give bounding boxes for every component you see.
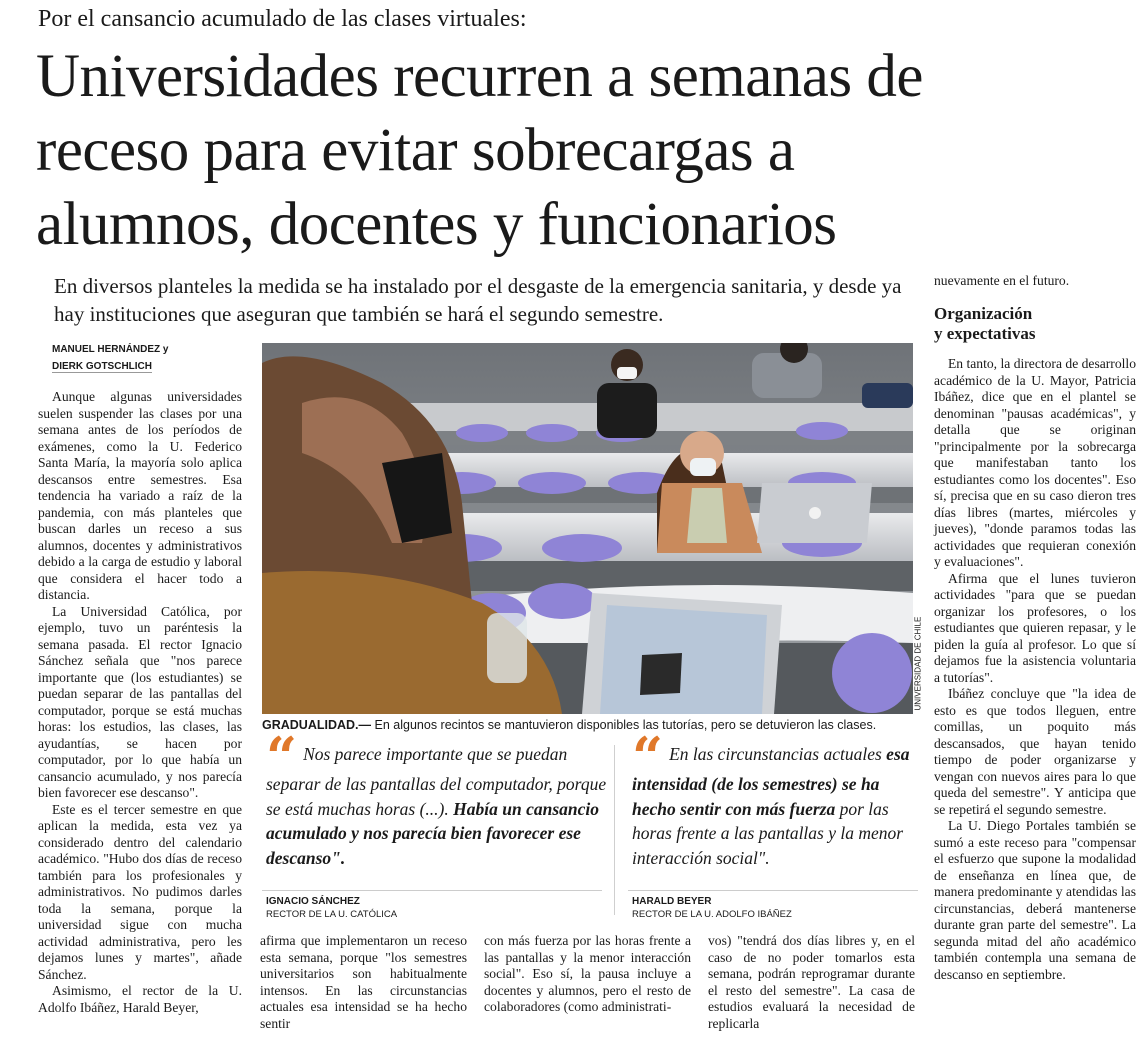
paragraph: Asimismo, el rector de la U. Adolfo Ibáñez, Harald Beyer, xyxy=(38,983,242,1015)
quote-text: Nos parece importante que se puedan separar de las pantallas del computador, porque se está muchas horas (...). xyxy=(266,744,607,819)
photo-credit-text: UNIVERSIDAD DE CHILE xyxy=(913,616,923,711)
paragraph: Afirma que el lunes tuvieron actividades "para que se puedan organizar los profesores, o los estudiantes que quieren repasar, y le piden la guía al profesor. Lo que sí dejamos fue la asistencia voluntaria a tutorías". xyxy=(934,570,1136,685)
paragraph: afirma que implementaron un receso esta semana, porque "los semestres universitarios son habitualmente intensos. En las circunstancias actuales esa intensidad se ha hecho sentir xyxy=(260,933,467,1031)
headline: Universidades recurren a semanas de receso para evitar sobrecargas a alumnos, docentes y funcionarios xyxy=(36,43,923,258)
quote-text: En las circunstancias actuales xyxy=(669,744,887,764)
paragraph: La U. Diego Portales también se sumó a este receso para "compensar el esfuerzo que supone la modalidad de enseñanza en línea que, de manera predominante y atendidas las circunstancias, deberá mantenerse durante gran parte del semestre". La segunda mitad del año académico también contempla una semana de descanso en septiembre. xyxy=(934,818,1136,982)
subheading xyxy=(934,304,1036,344)
quote-author-name: IGNACIO SÁNCHEZ xyxy=(266,896,360,907)
photo-credit xyxy=(912,616,924,711)
body-column-3 xyxy=(484,933,691,1016)
paragraph: Este es el tercer semestre en que aplican la medida, esta vez ya considerado dentro del calendario académico. "Hubo dos días de receso también para los profesionales y administrativos. No pudimos darles toda la semana, porque la universidad sigue con mucha actividad administrativa, pero les dejamos lunes y martes", añade Sánchez. xyxy=(38,801,242,982)
quote-author-role: RECTOR DE LA U. ADOLFO IBÁÑEZ xyxy=(632,909,792,920)
body-column-2 xyxy=(260,933,467,1032)
paragraph: La Universidad Católica, por ejemplo, tuvo un paréntesis la semana pasada. El rector Ignacio Sánchez señala que "nos parece importante que (los estudiantes) se puedan separar de las pantallas del computador, porque se está muchas horas: los estudios, las clases, las ayudantías, se hacen por computador, por lo que había un cansancio acumulado, y nos parecía bien favorecer ese descanso". xyxy=(38,603,242,800)
paragraph: Ibáñez concluye que "la idea de esto es que todos lleguen, entre comillas, un poquito más descansados, que hayan tenido tiempo de poder organizarse y vengan con nuevos aires para lo que queda del semestre". Y anticipa que se repetirá el segundo semestre. xyxy=(934,686,1136,817)
byline-author-1: MANUEL HERNÁNDEZ y xyxy=(52,344,169,355)
byline-author-2: DIERK GOTSCHLICH xyxy=(52,361,152,372)
classroom-photo xyxy=(262,343,913,714)
paragraph: En tanto, la directora de desarrollo académico de la U. Mayor, Patricia Ibáñez, dice que en el plantel se denominan "pausas académicas", y detalla que se originan "principalmente por la sobrecarga que manifestaban tanto los estudiantes como los docentes". Eso sí, precisa que en su caso dieron tres días libres (martes, miércoles y jueves), "donde paramos todas las actividades que requieran conexión y evaluaciones". xyxy=(934,356,1136,569)
article-photo xyxy=(262,343,913,714)
kicker: Por el cansancio acumulado de las clases virtuales: xyxy=(38,6,527,32)
body-column-5-lead xyxy=(934,273,1136,290)
quote-author-role: RECTOR DE LA U. CATÓLICA xyxy=(266,909,398,920)
body-column-1 xyxy=(38,389,242,1016)
paragraph: nuevamente en el futuro. xyxy=(934,273,1070,288)
quote-text-bold: esa intensidad (de los semestres) se ha hecho sentir con más fuerza xyxy=(632,744,910,819)
divider xyxy=(262,890,602,891)
caption-text: En algunos recintos se mantuvieron disponibles las tutorías, pero se detuvieron las clases. xyxy=(374,718,877,732)
caption-label: GRADUALIDAD.— xyxy=(262,718,372,732)
quote-text: por las horas frente a las pantallas y la menor interacción social". xyxy=(632,798,904,868)
body-column-4 xyxy=(708,933,915,1032)
divider xyxy=(628,890,918,891)
quote-mark-icon: “ xyxy=(266,725,298,789)
quote-mark-icon: “ xyxy=(632,725,664,789)
quote-author-name: HARALD BEYER xyxy=(632,896,712,907)
paragraph: Aunque algunas universidades suelen suspender las clases por una semana antes de los períodos de exámenes, como la U. Federico Santa María, la mayoría solo aplica descansos entre semestres. Esa tendencia ha variado a raíz de la pandemia, con más planteles que buscan darles un receso a sus alumnos, docentes y administrativos debido a la carga de estudio y laboral que considera el hacer todo a distancia. xyxy=(38,389,242,602)
photo-caption xyxy=(262,718,922,732)
quote-text-bold: Había un cansancio acumulado y nos parecía bien favorecer ese descanso". xyxy=(266,798,600,868)
body-column-5 xyxy=(934,356,1136,983)
deck: En diversos planteles la medida se ha instalado por el desgaste de la emergencia sanitaria, y desde ya hay instituciones que aseguran que también se hará el segundo semestre. xyxy=(54,274,902,326)
subheading-line-2: y expectativas xyxy=(934,324,1036,343)
paragraph: con más fuerza por las horas frente a las pantallas y la menor interacción social". Eso sí, la pausa incluye a docentes y alumnos, pero el resto de colaboradores (como administrati- xyxy=(484,933,691,1014)
pull-quote-2 xyxy=(632,725,922,870)
paragraph: vos) "tendrá dos días libres y, en el caso de no poder tomarlos esta semana, podrán reprogramar durante el resto del semestre". La casa de estudios evaluará la necesidad de replicarla xyxy=(708,933,915,1031)
divider xyxy=(614,745,615,915)
subheading-line-1: Organización xyxy=(934,304,1033,323)
pull-quote-1 xyxy=(266,725,608,870)
